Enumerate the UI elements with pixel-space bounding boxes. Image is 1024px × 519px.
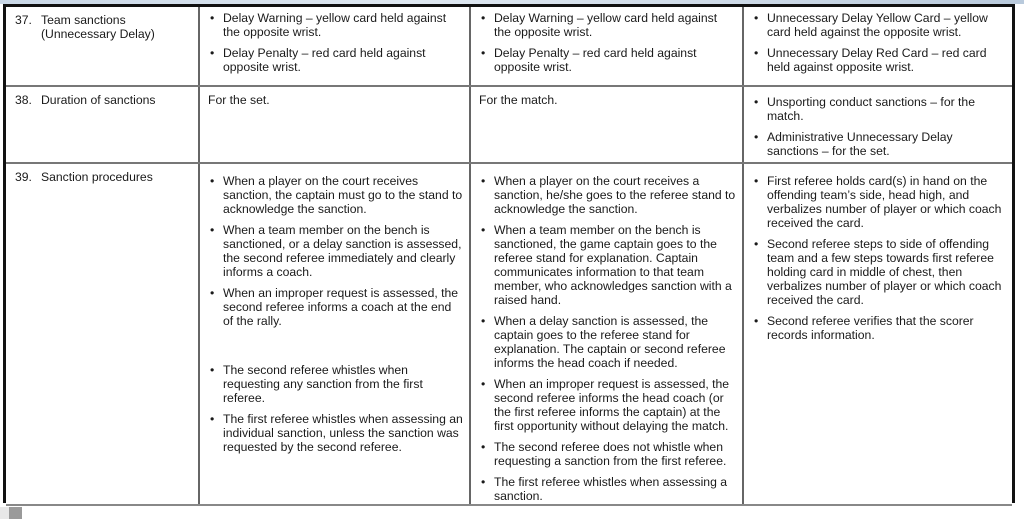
column-3-cell bbox=[471, 164, 744, 504]
row-label-line: (Unnecessary Delay) bbox=[41, 27, 155, 41]
row-label-cell bbox=[6, 87, 200, 162]
column-2-cell bbox=[200, 7, 471, 85]
horizontal-scrollbar-track[interactable] bbox=[0, 507, 9, 519]
list-item: • Second referee verifies that the scorer records information. bbox=[752, 314, 1006, 342]
rules-comparison-table bbox=[3, 4, 1015, 503]
column-2-cell bbox=[200, 87, 471, 162]
row-label-cell bbox=[6, 7, 200, 85]
table-row-38 bbox=[6, 87, 1012, 164]
list-item: • The first referee whistles when assessing a sanction. bbox=[479, 475, 736, 503]
list-item: • Unsporting conduct sanctions – for the match. bbox=[752, 95, 1006, 123]
row-label: Duration of sanctions bbox=[41, 93, 156, 107]
list-item: • Delay Penalty – red card held against opposite wrist. bbox=[208, 46, 463, 74]
list-item: • Unnecessary Delay Yellow Card – yellow card held against the opposite wrist. bbox=[752, 11, 1006, 39]
cell-text: For the match. bbox=[479, 93, 558, 107]
list-item: • When an improper request is assessed, the second referee informs a coach at the end of the rally. bbox=[208, 286, 463, 328]
list-item: • The first referee whistles when assessing an individual sanction, unless the sanction was requested by the second referee. bbox=[208, 412, 463, 454]
column-3-cell bbox=[471, 7, 744, 85]
row-label bbox=[41, 13, 155, 41]
list-item: • When a team member on the bench is sanctioned, the game captain goes to the referee stand for explanation. Captain communicates information to that team member, who acknowledges sanction with a raised hand. bbox=[479, 223, 736, 307]
list-item: • When a player on the court receives sanction, the captain must go to the stand to acknowledge the sanction. bbox=[208, 174, 463, 216]
row-label-cell bbox=[6, 164, 200, 504]
column-4-cell bbox=[744, 87, 1012, 162]
list-item: • Unnecessary Delay Red Card – red card held against opposite wrist. bbox=[752, 46, 1006, 74]
list-item: • Delay Penalty – red card held against opposite wrist. bbox=[479, 46, 736, 74]
column-4-cell bbox=[744, 7, 1012, 85]
list-item: • Administrative Unnecessary Delay sanctions – for the set. bbox=[752, 130, 1006, 158]
list-item: • When a player on the court receives a sanction, he/she goes to the referee stand to acknowledge the sanction. bbox=[479, 174, 736, 216]
list-item: • First referee holds card(s) in hand on the offending team’s side, head high, and verbalizes number of player or which coach received the card. bbox=[752, 174, 1006, 230]
column-2-cell bbox=[200, 164, 471, 504]
list-item: • When an improper request is assessed, the second referee informs the head coach (or the first referee informs the captain) at the first opportunity without delaying the match. bbox=[479, 377, 736, 433]
row-number: 37. bbox=[15, 13, 32, 27]
list-item: • Delay Warning – yellow card held against the opposite wrist. bbox=[208, 11, 463, 39]
row-label: Sanction procedures bbox=[41, 170, 153, 184]
row-number: 38. bbox=[15, 93, 32, 107]
table-row-37 bbox=[6, 7, 1012, 87]
list-item: • Delay Warning – yellow card held against the opposite wrist. bbox=[479, 11, 736, 39]
list-item: • When a delay sanction is assessed, the captain goes to the referee stand for explanation. The captain or second referee informs the head coach if needed. bbox=[479, 314, 736, 370]
horizontal-scrollbar-thumb[interactable] bbox=[9, 507, 22, 519]
row-label-line: Team sanctions bbox=[41, 13, 126, 27]
cell-text: For the set. bbox=[208, 93, 270, 107]
column-3-cell bbox=[471, 87, 744, 162]
column-4-cell bbox=[744, 164, 1012, 504]
list-item: • The second referee whistles when requesting any sanction from the first referee. bbox=[208, 363, 463, 405]
list-item: • When a team member on the bench is sanctioned, or a delay sanction is assessed, the second referee immediately and clearly informs a coach. bbox=[208, 223, 463, 279]
row-number: 39. bbox=[15, 170, 32, 184]
list-item: • Second referee steps to side of offending team and a few steps towards first referee holding card in middle of chest, then verbalizes number of player or which coach received the card. bbox=[752, 237, 1006, 307]
list-item: • The second referee does not whistle when requesting a sanction from the first referee. bbox=[479, 440, 736, 468]
table-row-39 bbox=[6, 164, 1012, 506]
